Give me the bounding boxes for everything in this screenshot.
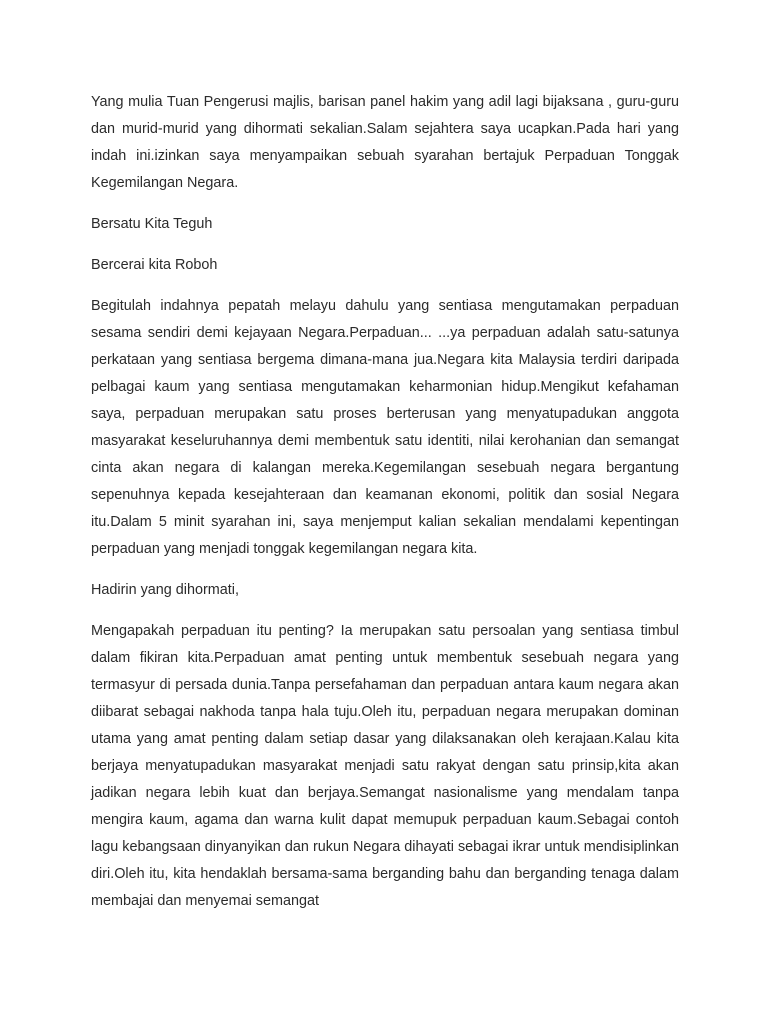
proverb-line-2: Bercerai kita Roboh [91, 257, 218, 273]
body-paragraph: Mengapakah perpaduan itu penting? Ia merupakan satu persoalan yang sentiasa timbul dalam fikiran kita.Perpaduan amat penting untuk membentuk sesebuah negara yang termasyur di persada dunia.Tanpa persefahaman dan perpaduan antara kaum negara akan diibarat sebagai nakhoda tanpa hala tuju.Oleh itu, perpaduan negara merupakan dominan utama yang amat penting dalam setiap dasar yang dilaksanakan oleh kerajaan.Kalau kita berjaya menyatupadukan masyarakat menjadi satu rakyat dengan satu prinsip,kita akan jadikan negara lebih kuat dan berjaya.Semangat nasionalisme yang mendalam tanpa mengira kaum, agama dan warna kulit dapat memupuk perpaduan kaum.Sebagai contoh lagu kebangsaan dinyanyikan dan rukun Negara dihayati sebagai ikrar untuk mendisiplinkan diri.Oleh itu, kita hendaklah bersama-sama berganding bahu dan berganding tenaga dalam membajai dan menyemai semangat [91, 623, 679, 909]
audience-greeting: Hadirin yang dihormati, [91, 582, 239, 598]
proverb-line-1: Bersatu Kita Teguh [91, 216, 213, 232]
introduction-paragraph: Begitulah indahnya pepatah melayu dahulu yang sentiasa mengutamakan perpaduan sesama sendiri demi kejayaan Negara.Perpaduan... ...ya perpaduan adalah satu-satunya perkataan yang sentiasa bergema dimana-mana jua.Negara kita Malaysia terdiri daripada pelbagai kaum yang sentiasa mengutamakan keharmonian hidup.Mengikut kefahaman saya, perpaduan merupakan satu proses berterusan yang menyatupadukan anggota masyarakat keseluruhannya demi membentuk satu identiti, nilai kerohanian dan semangat cinta akan negara di kalangan mereka.Kegemilangan sesebuah negara bergantung sepenuhnya kepada kesejahteraan dan keamanan ekonomi, politik dan sosial Negara itu.Dalam 5 minit syarahan ini, saya menjemput kalian sekalian mendalami kepentingan perpaduan yang menjadi tonggak kegemilangan negara kita. [91, 298, 679, 557]
opening-paragraph: Yang mulia Tuan Pengerusi majlis, barisan panel hakim yang adil lagi bijaksana , guru-guru dan murid-murid yang dihormati sekalian.Salam sejahtera saya ucapkan.Pada hari yang indah ini.izinkan saya menyampaikan sebuah syarahan bertajuk Perpaduan Tonggak Kegemilangan Negara. [91, 94, 679, 191]
document-page [91, 89, 679, 929]
